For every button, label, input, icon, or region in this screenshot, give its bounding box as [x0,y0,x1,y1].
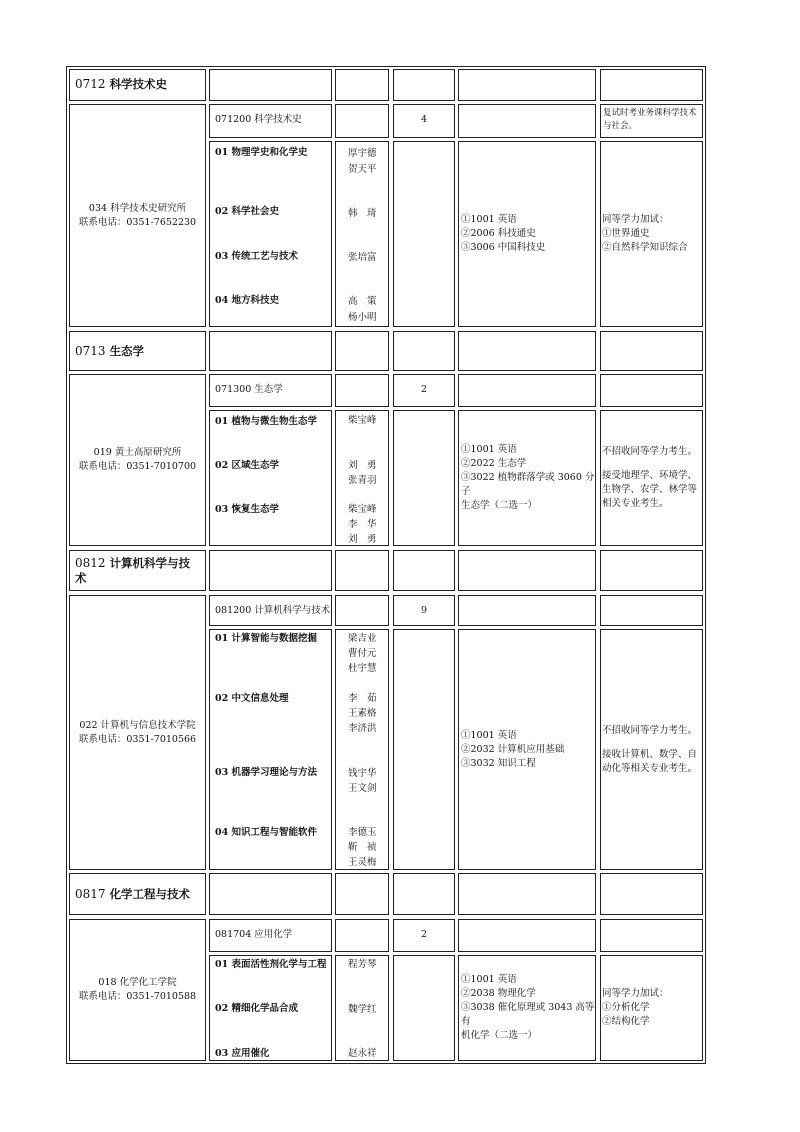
empty-cell [458,873,596,915]
direction-name: 02 中文信息处理 [215,693,289,704]
section-title-0812 [69,550,206,591]
empty-cell [335,873,389,915]
tutor-name: 张青羽 [348,475,377,486]
directions-cell [209,629,332,870]
empty-cell [393,410,455,546]
empty-cell [393,550,455,591]
section-title-continuation: 术 [75,571,87,585]
enrollment-count [393,104,455,138]
department-name: 034 科学技术史研究所 [88,202,187,214]
directions-cell [209,955,332,1061]
remarks-cell [600,629,703,870]
tutor-name: 贺天平 [348,164,377,175]
empty-cell [335,331,389,371]
exam-subjects [458,141,596,327]
directions-cell [209,410,332,546]
enrollment-count [393,919,455,952]
count-value: 9 [420,605,428,616]
tutor-name: 曹付元 [348,648,377,659]
section-title-text: 科学技术史 [109,77,168,91]
empty-cell [335,550,389,591]
tutor-name: 魏学红 [348,1004,377,1015]
empty-cell [600,331,703,371]
tutor-name: 李 茹 [348,693,377,704]
empty-cell [393,69,455,101]
empty-cell [393,873,455,915]
note-line: 与社会。 [603,121,638,131]
empty-cell [600,374,703,407]
enrollment-count [393,374,455,407]
section-title-0712 [69,69,206,101]
remark-line: 相关专业考生。 [602,498,669,509]
direction-name: 02 精细化学品合成 [215,1003,299,1014]
count-value: 2 [420,384,428,395]
direction-name: 01 物理学史和化学史 [215,147,308,158]
tutor-name: 程芳琴 [348,959,377,970]
exam-line: 机化学（二选一） [461,1030,538,1041]
empty-cell [393,331,455,371]
tutor-name: 梁吉业 [348,633,377,644]
tutor-name: 靳 祯 [348,842,377,853]
empty-cell [458,69,596,101]
remarks-cell [600,955,703,1061]
exam-subjects [458,410,596,546]
empty-cell [458,919,596,952]
remark-line: ②自然科学知识综合 [602,242,688,253]
department-name: 018 化学化工学院 [98,977,177,988]
tutor-name: 杨小明 [348,312,377,323]
enrollment-count [393,595,455,626]
remark-gap [602,459,702,469]
remark-gap [602,738,702,748]
exam-line: ②2006 科技通史 [461,228,536,239]
section-title-text: 生态学 [109,344,145,358]
direction-name: 04 地方科技史 [215,295,280,306]
department-phone: 联系电话：0351-7652230 [78,216,197,228]
exam-subjects [458,955,596,1061]
remark-line: ②结构化学 [602,1016,650,1027]
count-value: 4 [420,114,428,125]
major-cell [209,919,332,952]
directions-cell [209,141,332,327]
empty-cell [458,595,596,626]
exam-line: ①1001 英语 [461,729,517,741]
exam-subjects [458,629,596,870]
empty-cell [393,955,455,1061]
remark-line: 同等学力加试： [602,988,669,999]
department-cell [69,595,206,870]
tutor-name: 王文剑 [348,783,377,794]
major-name: 081200 计算机科学与技术 [215,605,331,616]
direction-name: 01 计算智能与数据挖掘 [215,633,318,644]
direction-name: 03 应用催化 [215,1048,270,1059]
direction-name: 03 机器学习理论与方法 [215,767,318,778]
empty-cell [600,919,703,952]
empty-cell [600,550,703,591]
remark-line: 同等学力加试： [602,214,669,225]
exam-line: ②2038 物理化学 [461,988,536,999]
exam-line: ③3022 植物群落学或 3060 分子 [461,472,595,497]
section-title-0713 [69,331,206,371]
department-phone: 联系电话：0351-7010566 [78,733,197,745]
direction-name: 02 区域生态学 [215,460,280,471]
tutor-name: 李 华 [348,519,377,530]
empty-cell [209,550,332,591]
direction-name: 04 知识工程与智能软件 [215,827,318,838]
empty-cell [335,374,389,407]
direction-name: 02 科学社会史 [215,206,280,217]
exam-line: ②2032 计算机应用基础 [461,743,565,755]
exam-line: ①1001 英语 [461,214,517,225]
remark-line: ①分析化学 [602,1002,650,1013]
empty-cell [335,104,389,138]
department-name: 022 计算机与信息技术学院 [79,719,196,731]
remark-line: 不招收同等学力考生。 [602,724,698,736]
remark-line: ①世界通史 [602,228,650,239]
major-name: 081704 应用化学 [215,929,293,940]
empty-cell [209,873,332,915]
exam-line: 生态学（二选一） [461,500,538,511]
remark-line: 接受地理学、环境学、 [602,470,698,481]
section-code: 0817 [75,887,106,901]
empty-cell [600,873,703,915]
tutor-name: 高 策 [348,296,377,307]
tutor-name: 李德玉 [348,827,377,838]
empty-cell [458,374,596,407]
major-cell [209,374,332,407]
department-cell [69,374,206,546]
department-phone: 联系电话：0351-7010588 [78,991,197,1002]
empty-cell [458,104,596,138]
remark-line: 生物学、农学、林学等 [602,484,698,495]
remarks-cell [600,141,703,327]
tutor-name: 刘 勇 [348,534,377,545]
tutor-name: 柴宝峰 [348,504,377,515]
section-code: 0712 [75,77,106,91]
empty-cell [393,629,455,870]
exam-line: ③3006 中国科技史 [461,242,546,253]
tutors-cell [335,410,389,546]
exam-line: ①1001 英语 [461,444,517,455]
note-line: 复试时考业务课科学技术 [603,108,697,118]
direction-name: 03 传统工艺与技术 [215,251,299,262]
major-cell [209,595,332,626]
department-cell [69,104,206,327]
empty-cell [458,550,596,591]
department-phone: 联系电话：0351-7010700 [78,461,197,472]
section-title-0817 [69,873,206,915]
empty-cell [458,331,596,371]
remarks-cell [600,410,703,546]
tutor-name: 赵永祥 [348,1048,377,1059]
tutor-name: 王灵梅 [348,857,377,868]
empty-cell [600,595,703,626]
empty-cell [335,595,389,626]
major-note [600,104,703,138]
tutors-cell [335,955,389,1061]
tutor-name: 柴宝峰 [348,415,377,426]
major-name: 071300 生态学 [215,384,283,395]
direction-name: 01 植物与微生物生态学 [215,416,318,427]
direction-name: 03 恢复生态学 [215,504,280,515]
tutor-name: 杜宇慧 [348,663,377,674]
tutor-name: 厚宇德 [348,148,377,159]
section-code: 0812 [75,556,106,570]
remark-line: 不招收同等学力考生。 [602,446,698,457]
department-name: 019 黄土高原研究所 [93,447,182,458]
empty-cell [600,69,703,101]
section-title-text: 计算机科学与技 [109,556,191,570]
direction-name: 01 表面活性剂化学与工程 [215,959,327,970]
remark-line: 接收计算机、数学、自 [602,748,698,760]
tutor-name: 刘 勇 [348,460,377,471]
empty-cell [209,69,332,101]
major-cell [209,104,332,138]
remark-line: 动化等相关专业考生。 [602,762,698,774]
exam-line: ③3038 催化原理或 3043 高等有 [461,1002,595,1027]
empty-cell [393,141,455,327]
exam-line: ③3032 知识工程 [461,757,536,769]
empty-cell [335,69,389,101]
section-code: 0713 [75,344,106,358]
tutor-name: 李济洪 [348,723,377,734]
tutors-cell [335,629,389,870]
exam-line: ①1001 英语 [461,974,517,985]
tutor-name: 张培富 [348,252,377,263]
empty-cell [335,919,389,952]
tutor-name: 钱宇华 [348,768,377,779]
tutor-name: 王素格 [348,708,377,719]
section-title-text: 化学工程与技术 [109,887,191,901]
tutors-cell [335,141,389,327]
major-name: 071200 科学技术史 [215,114,302,125]
department-cell [69,919,206,1061]
count-value: 2 [420,929,428,940]
tutor-name: 韩 琦 [348,208,377,219]
empty-cell [209,331,332,371]
exam-line: ②2022 生态学 [461,458,527,469]
